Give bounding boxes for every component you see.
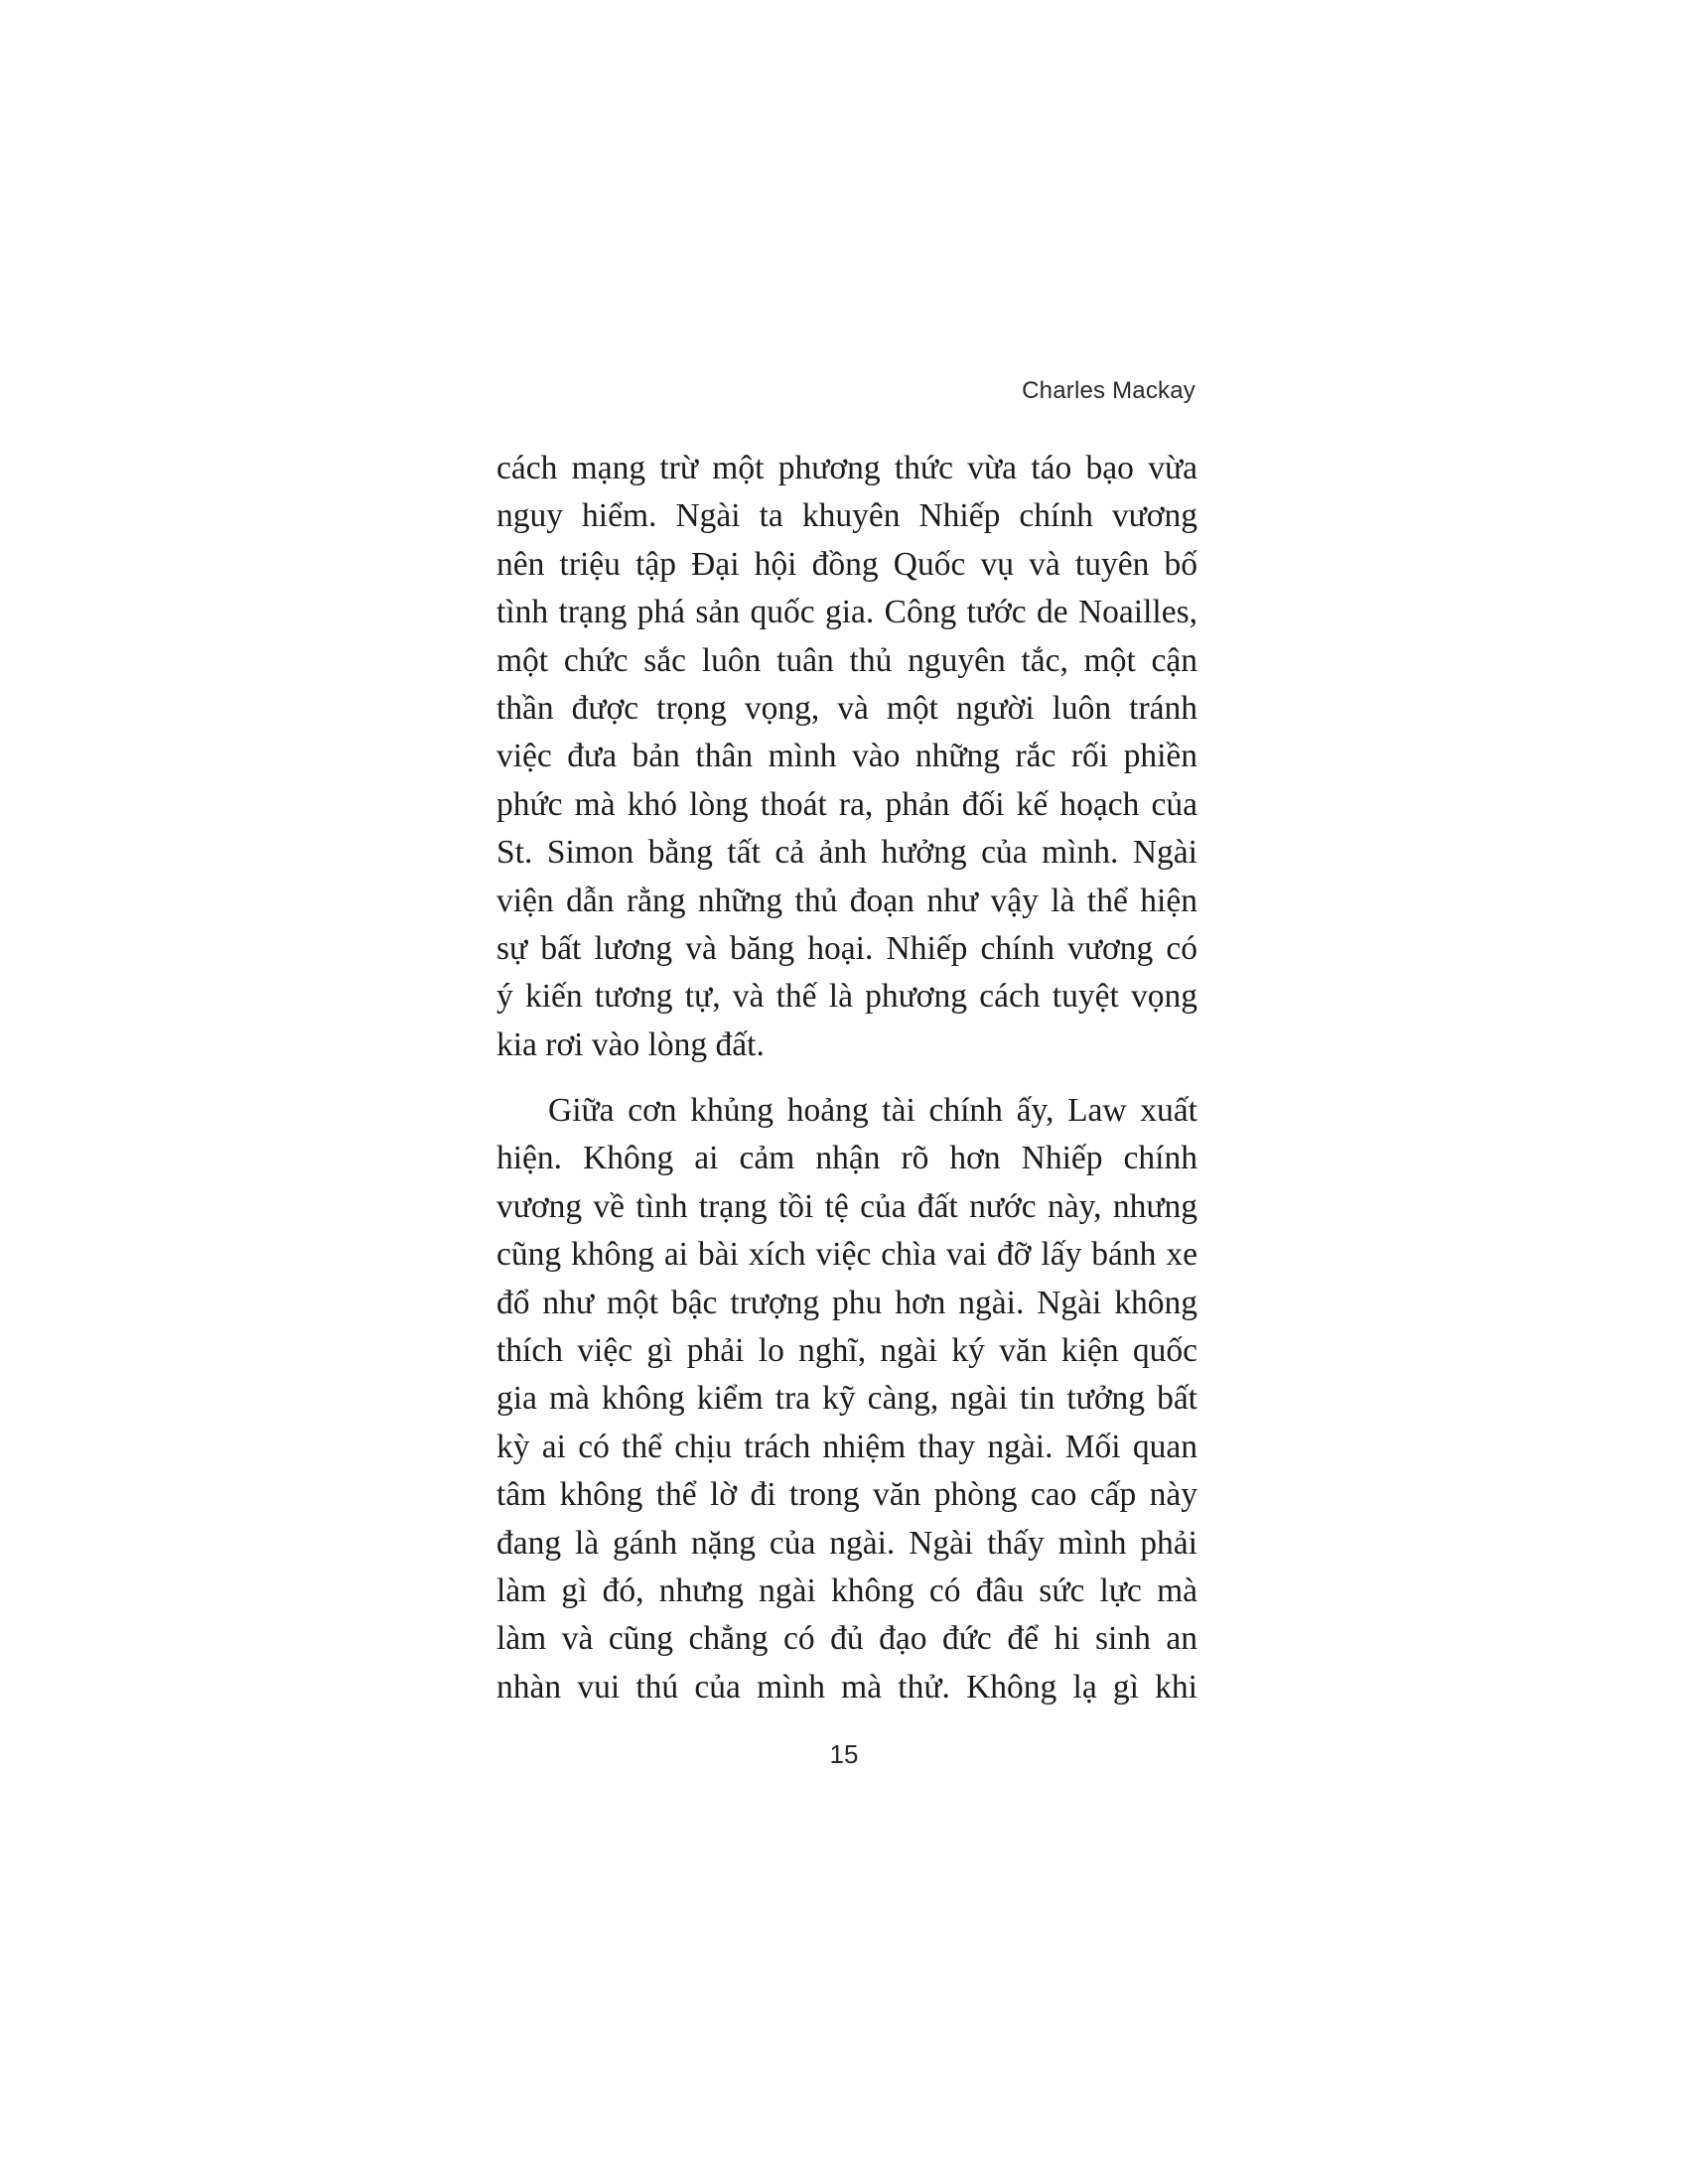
body-text — [496, 445, 1197, 1711]
text-line: St. Simon bằng tất cả ảnh hưởng của mình. Ngài — [496, 834, 1197, 872]
text-line: nguy hiểm. Ngài ta khuyên Nhiếp chính vương — [496, 497, 1197, 535]
text-line: phức mà khó lòng thoát ra, phản đối kế hoạch của — [496, 785, 1197, 823]
text-line: nên triệu tập Đại hội đồng Quốc vụ và tuyên bố — [496, 545, 1197, 583]
text-line: tình trạng phá sản quốc gia. Công tước de Noailles, — [496, 594, 1197, 631]
text-line: nhàn vui thú của mình mà thử. Không lạ gì khi — [496, 1668, 1197, 1706]
text-line: tâm không thể lờ đi trong văn phòng cao cấp này — [496, 1476, 1197, 1514]
text-line: gia mà không kiểm tra kỹ càng, ngài tin tưởng bất — [496, 1380, 1197, 1418]
text-line: viện dẫn rằng những thủ đoạn như vậy là thể hiện — [496, 882, 1197, 919]
paragraph — [496, 1087, 1197, 1711]
text-line: hiện. Không ai cảm nhận rõ hơn Nhiếp chính — [496, 1140, 1197, 1177]
text-line: kỳ ai có thể chịu trách nhiệm thay ngài. Mối quan — [496, 1428, 1197, 1465]
text-line: thần được trọng vọng, và một người luôn tránh — [496, 689, 1197, 727]
text-line: Giữa cơn khủng hoảng tài chính ấy, Law xuất — [548, 1092, 1197, 1130]
page-number: 15 — [829, 1739, 859, 1769]
text-line: sự bất lương và băng hoại. Nhiếp chính vương có — [496, 929, 1197, 967]
text-line: đang là gánh nặng của ngài. Ngài thấy mình phải — [496, 1524, 1197, 1562]
text-line: vương về tình trạng tồi tệ của đất nước này, nhưng — [496, 1187, 1197, 1225]
text-line: làm gì đó, nhưng ngài không có đâu sức lực mà — [496, 1571, 1197, 1609]
text-line: ý kiến tương tự, và thế là phương cách tuyệt vọng — [496, 978, 1197, 1016]
text-line: cách mạng trừ một phương thức vừa táo bạo vừa — [496, 450, 1197, 486]
text-line: làm và cũng chẳng có đủ đạo đức để hi sinh an — [496, 1620, 1197, 1658]
running-head-author: Charles Mackay — [1022, 377, 1196, 404]
text-line: việc đưa bản thân mình vào những rắc rối phiền — [496, 738, 1197, 775]
text-line: cũng không ai bài xích việc chìa vai đỡ lấy bánh xe — [496, 1236, 1197, 1274]
text-line: kia rơi vào lòng đất. — [496, 1025, 765, 1063]
text-line: một chức sắc luôn tuân thủ nguyên tắc, một cận — [496, 641, 1197, 679]
paragraph-gap — [496, 1069, 1197, 1087]
paragraph — [496, 445, 1197, 1069]
text-line: đổ như một bậc trượng phu hơn ngài. Ngài không — [496, 1284, 1197, 1321]
text-line: thích việc gì phải lo nghĩ, ngài ký văn kiện quốc — [496, 1332, 1197, 1370]
